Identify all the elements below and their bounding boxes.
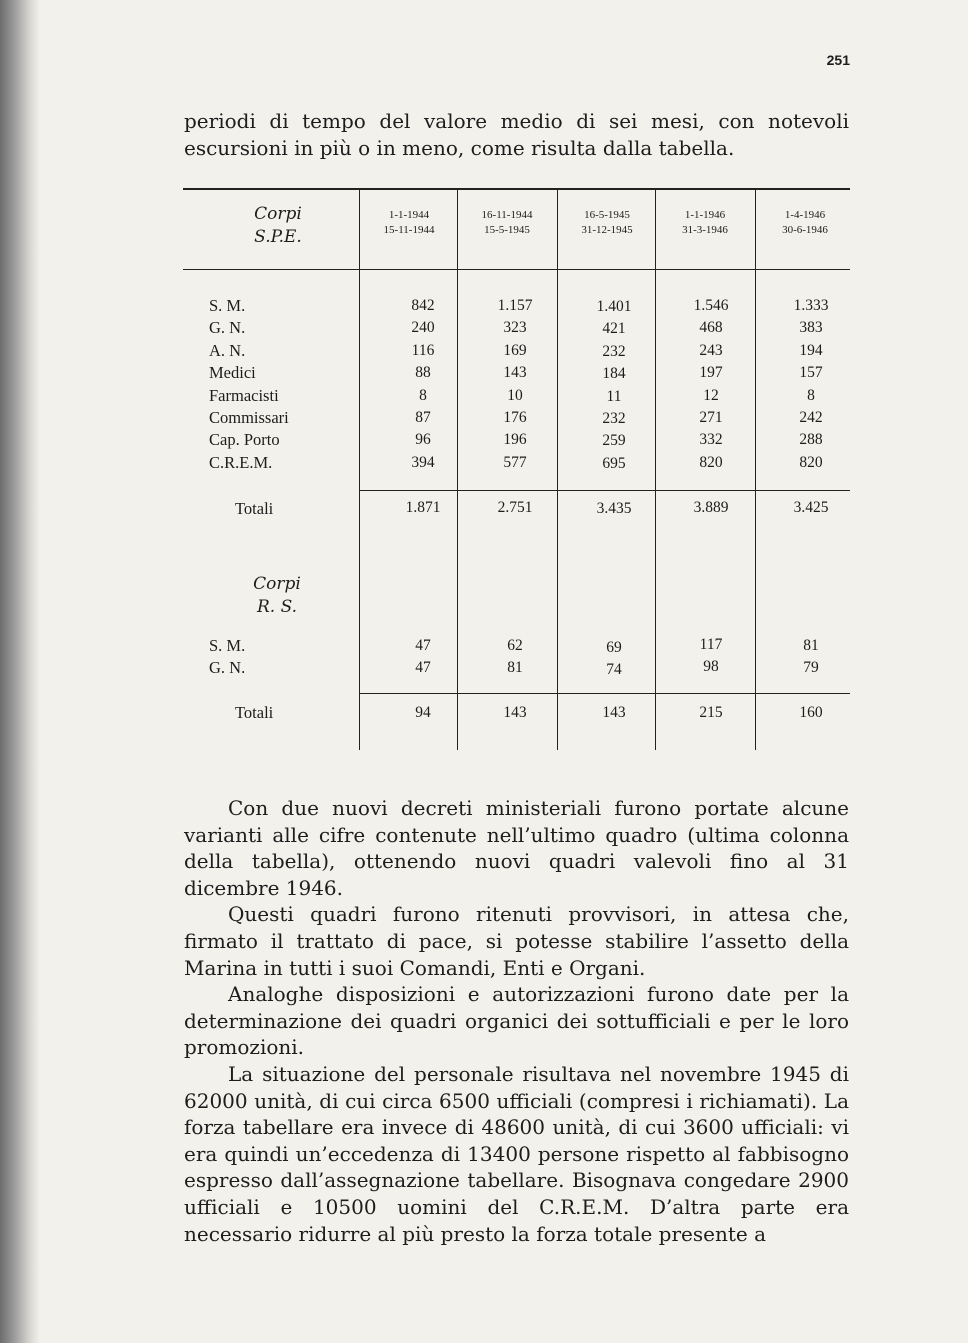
row-label: G. N. (209, 658, 246, 678)
period-start: 1-1-1944 (388, 209, 430, 221)
row-label: S. M. (209, 296, 246, 315)
row-label: G. N. (209, 318, 246, 338)
period-start: 16-5-1945 (584, 209, 630, 221)
table-cell: 271 (699, 409, 723, 426)
period-header-2 (461, 208, 553, 238)
period-end: 30-6-1946 (782, 224, 828, 236)
table-cell: 323 (503, 319, 527, 337)
header-rs-line-2: R. S. (256, 597, 298, 617)
table-cell: 196 (503, 431, 527, 449)
total-cell: 2.751 (497, 499, 533, 516)
table-cell: 79 (803, 659, 819, 677)
table-cell: 1.157 (497, 297, 533, 314)
table-cell: 116 (411, 341, 435, 359)
body-paragraph-2: Questi quadri furono ritenuti provvisori, in attesa che, firmato il trattato di pace, si potesse stabilire l’assetto della Marina in tutti i suoi Comandi, Enti e Organi. (184, 902, 849, 980)
table-cell: 8 (419, 386, 427, 404)
table-cell: 47 (415, 637, 431, 654)
table-cell: 240 (411, 319, 435, 337)
row-label: A. N. (209, 340, 246, 360)
table-cell: 383 (799, 319, 823, 337)
table-cell: 87 (415, 409, 431, 426)
page-binding-shadow (0, 0, 40, 1343)
table-cell: 62 (507, 637, 523, 654)
table-cell: 10 (507, 386, 523, 404)
table-cell: 197 (699, 364, 723, 382)
table-top-rule (183, 188, 850, 190)
table-cell: 98 (703, 658, 719, 676)
header-spe-line-2: S.P.E. (254, 227, 302, 247)
table-cell: 468 (699, 319, 723, 337)
table-cell: 157 (799, 364, 823, 382)
table-cell: 8 (807, 386, 815, 404)
period-header-5 (759, 208, 851, 238)
body-paragraph-4: La situazione del personale risultava nel novembre 1945 di 62000 unità, di cui circa 6500 ufficiali (compresi i richiamati). La forza tabellare era invece di 48600 unità, di cui 3600 ufficiali: vi era quindi un’eccedenza di 13400 persone rispetto al fabbisogno espresso dall’assegnazione tabellare. Bisognava congedare 2900 ufficiali e 10500 uomini del C.R.E.M. D’altra parte era necessario ridurre al più presto la forza totale presente a (184, 1061, 849, 1246)
table-cell: 11 (606, 387, 622, 405)
table-cell: 577 (503, 453, 527, 471)
period-end: 31-12-1945 (581, 224, 633, 236)
table-cell: 421 (602, 320, 626, 338)
row-label: Medici (209, 363, 256, 383)
total-cell: 143 (602, 704, 626, 721)
period-end: 15-5-1945 (484, 224, 530, 236)
header-corpi-spe (233, 203, 323, 249)
table-cell: 288 (799, 431, 823, 449)
period-header-3 (561, 208, 653, 238)
column-rule-1 (359, 188, 360, 750)
table-cell: 81 (507, 659, 523, 677)
table-cell: 1.333 (793, 297, 829, 314)
table-cell: 74 (606, 661, 622, 679)
row-label: Cap. Porto (209, 430, 280, 450)
header-bottom-rule (183, 269, 850, 270)
total-cell: 160 (799, 704, 823, 721)
body-paragraph-1: Con due nuovi decreti ministeriali furono portate alcune varianti alle cifre contenute nell’ultimo quadro (ultima colonna della tabella), ottenendo nuovi quadri valevoli fino al 31 dicembre 1946. (184, 796, 849, 900)
period-end: 15-11-1944 (383, 224, 435, 236)
table-cell: 143 (503, 364, 527, 382)
row-label: Commissari (209, 408, 289, 427)
body-paragraph-3: Analoghe disposizioni e autorizzazioni furono date per la determinazione dei quadri organici dei sottufficiali e per le loro promozioni. (184, 982, 849, 1060)
spe-total-rule (359, 490, 850, 491)
table-cell: 243 (699, 341, 723, 359)
table-cell: 332 (699, 431, 723, 449)
table-cell: 842 (411, 297, 435, 314)
table-cell: 820 (699, 453, 723, 471)
total-cell: 215 (699, 704, 723, 721)
period-end: 31-3-1946 (682, 224, 728, 236)
row-label: S. M. (209, 636, 246, 655)
period-header-4 (659, 208, 751, 238)
table-cell: 259 (602, 432, 626, 450)
total-cell: 143 (503, 704, 527, 721)
row-label: C.R.E.M. (209, 452, 273, 472)
row-label: Farmacisti (209, 385, 279, 405)
table-cell: 169 (503, 341, 527, 359)
table-cell: 820 (799, 453, 823, 471)
table-cell: 184 (602, 365, 626, 383)
total-cell: 1.871 (405, 499, 441, 516)
total-label: Totali (235, 499, 274, 518)
header-spe-line-1: Corpi (254, 204, 302, 224)
period-start: 1-4-1946 (784, 209, 826, 221)
table-cell: 47 (415, 659, 431, 677)
header-rs-line-1: Corpi (253, 574, 301, 594)
table-cell: 1.546 (693, 297, 729, 314)
period-start: 16-11-1944 (481, 209, 533, 221)
table-cell: 194 (799, 341, 823, 359)
table-cell: 117 (699, 636, 723, 653)
total-label: Totali (235, 703, 274, 722)
rs-total-rule (359, 693, 850, 694)
table-cell: 695 (602, 454, 626, 472)
body-text (184, 795, 849, 1247)
table-cell: 232 (602, 410, 626, 427)
header-corpi-rs (231, 573, 323, 619)
intro-paragraph: periodi di tempo del valore medio di sei mesi, con notevoli escursioni in più o in meno, come risulta dalla tabella. (184, 109, 849, 160)
table-cell: 176 (503, 409, 527, 426)
total-cell: 94 (415, 704, 431, 721)
table-cell: 1.401 (596, 298, 632, 315)
table-cell: 81 (803, 637, 819, 654)
personnel-table (183, 188, 850, 753)
total-cell: 3.435 (596, 500, 632, 517)
table-cell: 96 (415, 431, 431, 449)
table-cell: 232 (602, 342, 626, 360)
table-cell: 88 (415, 364, 431, 382)
total-cell: 3.889 (693, 499, 729, 516)
table-cell: 69 (606, 639, 622, 656)
period-header-1 (363, 208, 455, 238)
table-cell: 12 (703, 386, 719, 404)
total-cell: 3.425 (793, 499, 829, 516)
table-cell: 242 (799, 409, 823, 426)
period-start: 1-1-1946 (684, 209, 726, 221)
table-cell: 394 (411, 453, 435, 471)
page-number: 251 (826, 52, 850, 68)
